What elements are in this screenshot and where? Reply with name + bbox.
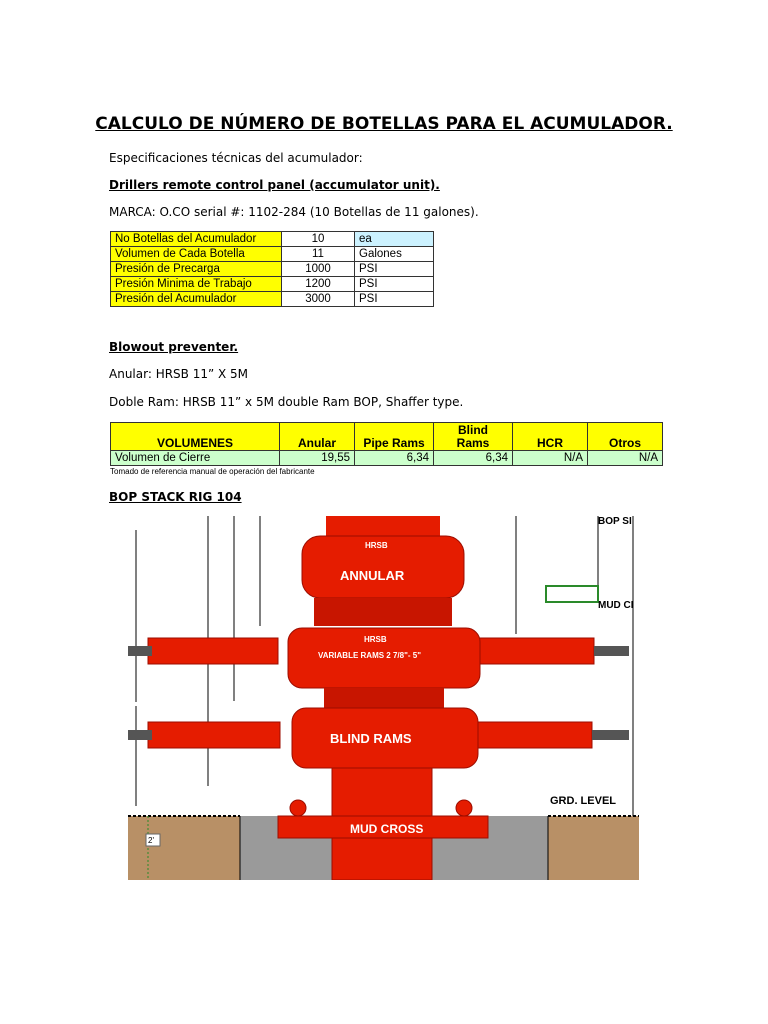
hrsb-mid-label: HRSB (364, 635, 387, 644)
ground-label: GRD. LEVEL (550, 795, 617, 807)
soil-right (548, 816, 639, 880)
brand-line: MARCA: O.CO serial #: 1102-284 (10 Botellas de 11 galones). (109, 205, 479, 219)
cell-value: 1200 (282, 277, 355, 292)
annular-top (326, 516, 440, 538)
cell-label: Volumen de Cada Botella (111, 247, 282, 262)
cell-value: 11 (282, 247, 355, 262)
variable-rams-label: VARIABLE RAMS 2 7/8"- 5" (318, 651, 422, 660)
spool (324, 688, 444, 708)
soil-left (128, 816, 240, 880)
blind-rod-left (128, 730, 152, 740)
cell-label: Volumen de Cierre (111, 451, 280, 466)
blind-rams-label: BLIND RAMS (330, 731, 412, 746)
mud-marker (546, 586, 598, 602)
bop-stack-diagram (128, 516, 639, 880)
volumes-table (110, 422, 663, 466)
cell-unit: PSI (355, 277, 434, 292)
header-cell: Pipe Rams (355, 423, 434, 451)
table-row (111, 262, 434, 277)
ram-actuator-right (474, 638, 594, 664)
anular-line: Anular: HRSB 11” X 5M (109, 367, 249, 381)
dim-label: 2' (148, 836, 154, 845)
cell-unit: Galones (355, 247, 434, 262)
cell-unit: PSI (355, 262, 434, 277)
ram-actuator-left (148, 638, 278, 664)
accumulator-table (110, 231, 434, 307)
cell-value: 6,34 (355, 451, 434, 466)
cell-unit: ea (355, 232, 434, 247)
table-row (111, 451, 663, 466)
source-note: Tomado de referencia manual de operación del fabricante (110, 467, 315, 476)
header-cell-text: Blind Rams (456, 423, 490, 450)
cell-unit: PSI (355, 292, 434, 307)
cell-value: 3000 (282, 292, 355, 307)
table-row (111, 247, 434, 262)
table-row (111, 292, 434, 307)
mud-cross-label: MUD CROSS (350, 822, 424, 836)
header-cell: Anular (280, 423, 355, 451)
ram-rod-right (594, 646, 629, 656)
blind-rod-right (592, 730, 629, 740)
bop-side-label: BOP SI (598, 516, 632, 527)
cell-label: Presión Minima de Trabajo (111, 277, 282, 292)
cell-value: 10 (282, 232, 355, 247)
cell-label: Presión de Precarga (111, 262, 282, 277)
mud-side-label: MUD CI (598, 600, 634, 611)
table-header-row (111, 423, 663, 451)
blind-actuator-left (148, 722, 280, 748)
bop-heading: Blowout preventer. (109, 340, 239, 354)
hrsb-top-label: HRSB (365, 541, 388, 550)
cell-value: 19,55 (280, 451, 355, 466)
table-row (111, 232, 434, 247)
header-cell (434, 423, 513, 451)
bop-stack-svg (128, 516, 639, 880)
blind-actuator-right (472, 722, 592, 748)
annular-label: ANNULAR (340, 568, 405, 583)
stack-heading: BOP STACK RIG 104 (109, 490, 242, 504)
page-title: CALCULO DE NÚMERO DE BOTELLAS PARA EL ACUMULADOR. (95, 114, 673, 134)
valve-right (456, 800, 472, 816)
ram-rod-left (128, 646, 152, 656)
valve-left (290, 800, 306, 816)
cell-value: N/A (513, 451, 588, 466)
spec-heading: Especificaciones técnicas del acumulador: (109, 151, 363, 165)
cell-value: 1000 (282, 262, 355, 277)
cell-label: No Botellas del Acumulador (111, 232, 282, 247)
annular-flange (314, 598, 452, 626)
header-cell: Otros (588, 423, 663, 451)
header-cell: HCR (513, 423, 588, 451)
cell-value: N/A (588, 451, 663, 466)
header-cell: VOLUMENES (111, 423, 280, 451)
cell-label: Presión del Acumulador (111, 292, 282, 307)
panel-heading: Drillers remote control panel (accumulator unit). (109, 178, 440, 192)
table-row (111, 277, 434, 292)
cell-value: 6,34 (434, 451, 513, 466)
doble-ram-line: Doble Ram: HRSB 11” x 5M double Ram BOP, Shaffer type. (109, 395, 464, 409)
